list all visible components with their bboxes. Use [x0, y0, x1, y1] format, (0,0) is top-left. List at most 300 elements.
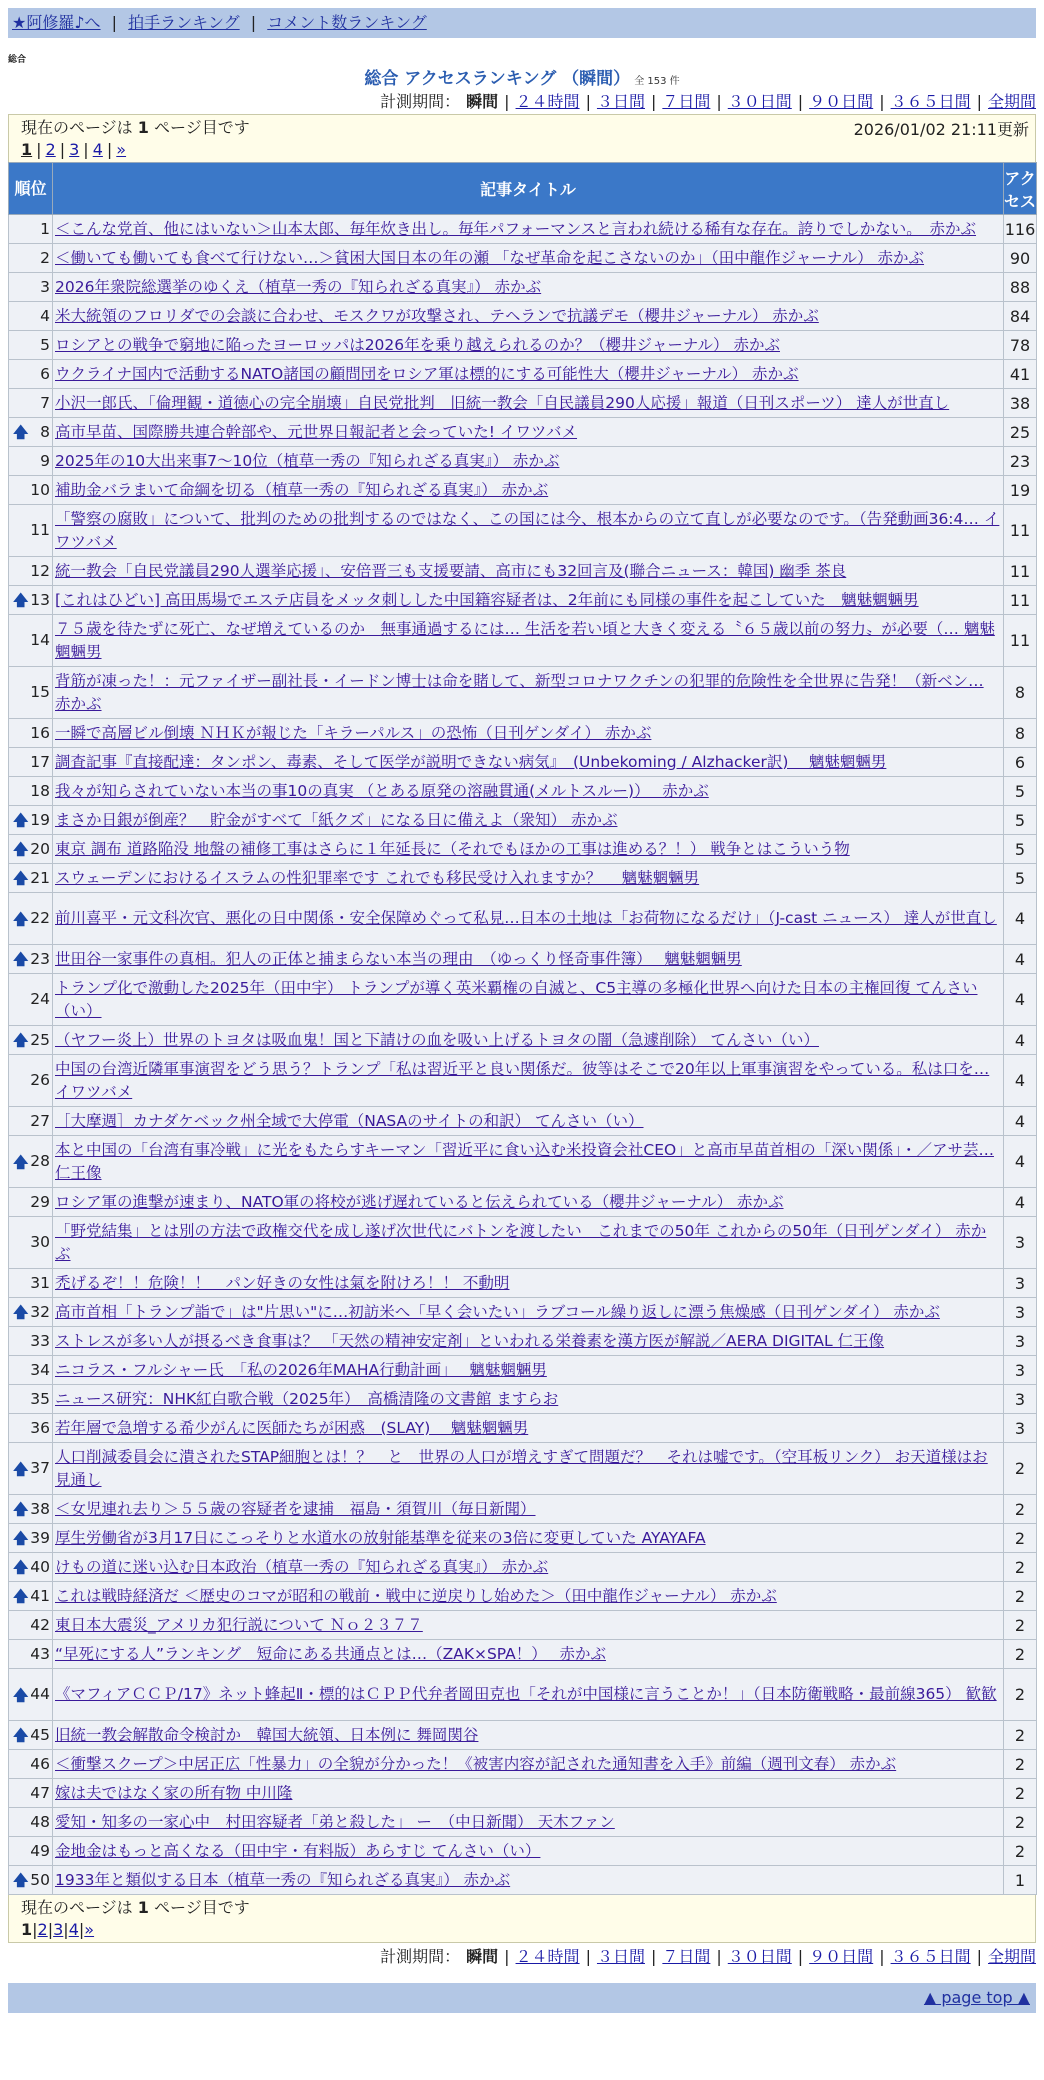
period-separator: | [797, 1947, 804, 1966]
rank-cell [9, 615, 53, 667]
page-title: 総合 アクセスランキング （瞬間） [364, 69, 631, 89]
rank-number: 23 [30, 949, 50, 968]
access-count: 8 [1004, 667, 1037, 719]
page-links-bottom [21, 1919, 1029, 1941]
table-row [9, 777, 1037, 806]
nav-separator: | [111, 13, 118, 32]
rank-cell [9, 1269, 53, 1298]
period-link[interactable]: ７日間 [662, 92, 711, 111]
title-cell [53, 1611, 1004, 1640]
article-link[interactable]: 小沢一郎氏、「倫理観・道徳心の完全崩壊」自民党批判 旧統一教会「自民議員290人応援」報道（日刊スポーツ） 達人が世直し [55, 393, 950, 412]
rank-cell [9, 945, 53, 974]
article-link[interactable]: 高市早苗、国際勝共連合幹部や、元世界日報記者と会っていた! イワツバメ [55, 422, 578, 441]
period-separator: | [716, 92, 722, 111]
table-row [9, 615, 1037, 667]
table-row [9, 864, 1037, 893]
access-count: 3 [1004, 1217, 1037, 1269]
period-separator: | [650, 92, 657, 111]
title-cell [53, 586, 1004, 615]
rank-cell [9, 1582, 53, 1611]
table-row [9, 1356, 1037, 1385]
access-count: 11 [1004, 586, 1037, 615]
title-cell [53, 1327, 1004, 1356]
rank-cell [9, 1779, 53, 1808]
article-link[interactable]: スウェーデンにおけるイスラムの性犯罪率です これでも移民受け入れますか？ 魑魅魍魎男 [55, 868, 700, 887]
title-cell [53, 447, 1004, 476]
access-count: 3 [1004, 1269, 1037, 1298]
article-link[interactable]: 我々が知らされていない本当の事10の真実 （とある原発の溶融貫通(メルトスルー)） 赤かぶ [55, 781, 709, 800]
access-count: 2 [1004, 1582, 1037, 1611]
period-separator: | [879, 92, 885, 111]
article-link[interactable]: 2026年衆院総選挙のゆくえ（植草一秀の『知られざる真実』） 赤かぶ [55, 277, 542, 296]
title-cell [53, 273, 1004, 302]
title-cell [53, 777, 1004, 806]
rank-number: 11 [30, 521, 50, 539]
next-page-link[interactable]: » [84, 1920, 95, 1939]
period-separator: | [585, 1947, 591, 1966]
title-cell [53, 1443, 1004, 1495]
rank-number: 6 [40, 364, 50, 383]
period-link[interactable]: ３日間 [596, 1947, 645, 1966]
table-row [9, 1640, 1037, 1669]
up-arrow-icon: 🡅 [13, 1500, 29, 1518]
article-link[interactable]: ウクライナ国内で活動するNATO諸国の顧問団をロシア軍は標的にする可能性大（櫻井ジャーナル） 赤かぶ [55, 364, 799, 383]
rank-cell [9, 331, 53, 360]
title-cell [53, 215, 1004, 244]
page-link-current: 1 [21, 140, 33, 159]
rank-cell [9, 1866, 53, 1895]
rank-number: 49 [30, 1841, 50, 1860]
up-arrow-icon: 🡅 [13, 591, 29, 609]
article-link[interactable]: [これはひどい] 高田馬場でエステ店員をメッタ刺しした中国籍容疑者は、2年前にも同様の事件を起こしていた 魑魅魍魎男 [55, 590, 919, 609]
period-link[interactable]: ３０日間 [727, 92, 792, 111]
title-cell [53, 389, 1004, 418]
current-page: 1 [137, 118, 149, 137]
article-link[interactable]: 人口削減委員会に潰されたSTAP細胞とは！？ と 世界の人口が増えすぎて問題だ？ それは嘘です。（空耳板リンク） お天道様はお見通し [55, 1447, 988, 1489]
title-cell [53, 615, 1004, 667]
access-count: 4 [1004, 974, 1037, 1026]
title-cell [53, 1837, 1004, 1866]
article-link[interactable]: ニュース研究：NHK紅白歌合戦（2025年） 高橋清隆の文書館 ますらお [55, 1389, 559, 1408]
article-link[interactable]: ストレスが多い人が摂るべき食事は？ 「天然の精神安定剤」といわれる栄養素を漢方医が解説／AERA DIGITAL 仁王像 [55, 1331, 885, 1350]
access-count: 2 [1004, 1640, 1037, 1669]
rank-cell [9, 1808, 53, 1837]
up-arrow-icon: 🡅 [13, 909, 29, 928]
rank-cell [9, 864, 53, 893]
period-separator: | [879, 1947, 885, 1966]
rank-number: 14 [30, 631, 50, 649]
article-link[interactable]: ロシアとの戦争で窮地に陥ったヨーロッパは2026年を乗り越えられるのか？（櫻井ジャーナル） 赤かぶ [55, 335, 780, 354]
rank-number: 22 [30, 909, 50, 927]
rank-number: 32 [30, 1302, 50, 1321]
rank-number: 35 [30, 1389, 50, 1408]
period-link[interactable]: ９０日間 [809, 92, 874, 111]
page [8, 8, 1036, 2013]
table-row [9, 1188, 1037, 1217]
up-arrow-icon: 🡅 [13, 1152, 29, 1171]
table-row [9, 835, 1037, 864]
page-suffix: ページ目です [154, 1898, 250, 1917]
rank-cell [9, 1640, 53, 1669]
article-link[interactable]: 中国の台湾近隣軍事演習をどう思う？トランプ「私は習近平と良い関係だ。彼等はそこで20年以上軍事演習をやっている。私は口を… イワツバメ [55, 1059, 990, 1101]
article-link[interactable]: 嫁は夫ではなく家の所有物 中川隆 [55, 1783, 293, 1802]
rank-cell [9, 302, 53, 331]
table-row [9, 1779, 1037, 1808]
up-arrow-icon: 🡅 [13, 1871, 29, 1889]
article-link[interactable]: 若年層で急増する希少がんに医師たちが困惑 (SLAY) 魑魅魍魎男 [55, 1418, 529, 1437]
page-link[interactable]: 3 [53, 1920, 64, 1939]
up-arrow-icon: 🡅 [13, 1529, 29, 1547]
article-link[interactable]: “早死にする人”ランキング 短命にある共通点とは…（ZAK×SPA！） 赤かぶ [55, 1644, 606, 1663]
rank-cell [9, 447, 53, 476]
access-count: 3 [1004, 1298, 1037, 1327]
rank-cell [9, 1443, 53, 1495]
page-prefix: 現在のページは [21, 1898, 133, 1917]
period-link[interactable]: ３６５日間 [890, 92, 971, 111]
table-row [9, 1385, 1037, 1414]
access-count: 3 [1004, 1356, 1037, 1385]
article-link[interactable]: （ヤフー炎上）世界のトヨタは吸血鬼！国と下請けの血を吸い上げるトヨタの闇（急遽削除） てんさい（い） [55, 1030, 819, 1049]
rank-cell [9, 748, 53, 777]
access-count: 23 [1004, 447, 1037, 476]
rank-number: 24 [30, 990, 50, 1008]
article-link[interactable]: けもの道に迷い込む日本政治（植草一秀の『知られざる真実』） 赤かぶ [55, 1557, 549, 1576]
access-count: 2 [1004, 1837, 1037, 1866]
article-link[interactable]: 禿げるぞ！！危険！！ パン好きの女性は氣を附けろ！！ 不動明 [55, 1273, 510, 1292]
table-row [9, 302, 1037, 331]
article-link[interactable]: 世田谷一家事件の真相。犯人の正体と捕まらない本当の理由 （ゆっくり怪奇事件簿） 魑魅魍魎男 [55, 949, 742, 968]
period-selector-bottom [8, 1945, 1036, 1969]
title-cell [53, 1136, 1004, 1188]
table-row [9, 1750, 1037, 1779]
page-suffix: ページ目です [154, 118, 250, 137]
title-cell [53, 331, 1004, 360]
title-header: 記事タイトル [53, 163, 1004, 215]
table-row [9, 360, 1037, 389]
table-row [9, 1866, 1037, 1895]
article-link[interactable]: 一瞬で高層ビル倒壊 ＮＨＫが報じた「キラーパルス」の恐怖（日刊ゲンダイ） 赤かぶ [55, 723, 652, 742]
title-cell [53, 719, 1004, 748]
access-count: 5 [1004, 777, 1037, 806]
article-link[interactable]: 高市首相「トランプ詣で」は"片思い"に…初訪米へ「早く会いたい」ラブコール繰り返しに漂う焦燥感（日刊ゲンダイ） 赤かぶ [55, 1302, 940, 1321]
rank-number: 16 [30, 723, 50, 742]
rank-number: 26 [30, 1071, 50, 1089]
table-row [9, 389, 1037, 418]
access-count: 2 [1004, 1750, 1037, 1779]
rank-number: 47 [30, 1783, 50, 1802]
rank-cell [9, 360, 53, 389]
rank-number: 33 [30, 1331, 50, 1350]
page-separator: | [78, 1920, 85, 1939]
table-row [9, 447, 1037, 476]
article-link[interactable]: ７５歳を待たずに死亡、なぜ増えているのか 無事通過するには… 生活を若い頃と大きく変える〝６５歳以前の努力〟が必要（… 魑魅魍魎男 [55, 619, 995, 661]
ranking-table [8, 162, 1037, 1895]
title-cell [53, 1640, 1004, 1669]
table-row [9, 1582, 1037, 1611]
title-cell [53, 1524, 1004, 1553]
access-count: 11 [1004, 615, 1037, 667]
title-cell [53, 1026, 1004, 1055]
rank-number: 2 [40, 248, 50, 267]
access-count: 11 [1004, 557, 1037, 586]
article-link[interactable]: トランプ化で激動した2025年（田中宇） トランプが導く英米覇権の自滅と、C5主導の多極化世界へ向けた日本の主権回復 てんさい（い） [55, 978, 978, 1020]
article-link[interactable]: ＜衝撃スクープ＞中居正広「性暴力」の全貌が分かった！《被害内容が記された通知書を入手》前編（週刊文春） 赤かぶ [55, 1754, 897, 1773]
access-count: 90 [1004, 244, 1037, 273]
rank-cell [9, 557, 53, 586]
access-count: 5 [1004, 864, 1037, 893]
page-link[interactable]: 4 [92, 140, 103, 159]
up-arrow-icon: 🡅 [13, 1459, 29, 1478]
access-count: 41 [1004, 360, 1037, 389]
rank-number: 13 [30, 590, 50, 609]
table-row [9, 1553, 1037, 1582]
access-count: 116 [1004, 215, 1037, 244]
period-link[interactable]: ２４時間 [515, 92, 580, 111]
rank-number: 12 [30, 561, 50, 580]
pagination-top [8, 114, 1036, 162]
rank-number: 4 [40, 306, 50, 325]
rank-cell [9, 1107, 53, 1136]
pagination-bottom [8, 1895, 1036, 1943]
article-link[interactable]: 背筋が凍った！：元ファイザー副社長・イードン博士は命を賭して、新型コロナワクチンの犯罪的危険性を全世界に告発！（新ベン… 赤かぶ [55, 671, 984, 713]
top-nav [8, 8, 1036, 38]
article-link[interactable]: ＜女児連れ去り＞５５歳の容疑者を逮捕 福島・須賀川（毎日新聞） [55, 1499, 536, 1518]
page-links [21, 139, 1029, 161]
table-row [9, 1808, 1037, 1837]
period-link[interactable]: ３６５日間 [890, 1947, 971, 1966]
title-cell [53, 1721, 1004, 1750]
title-cell [53, 1107, 1004, 1136]
rank-cell [9, 1055, 53, 1107]
title-cell [53, 893, 1004, 945]
title-cell [53, 1188, 1004, 1217]
title-cell [53, 835, 1004, 864]
page-separator: | [106, 140, 113, 159]
rank-cell [9, 893, 53, 945]
table-row [9, 1495, 1037, 1524]
title-cell [53, 1356, 1004, 1385]
page-link[interactable]: 3 [69, 140, 80, 159]
title-cell [53, 1055, 1004, 1107]
up-arrow-icon: 🡅 [13, 840, 29, 858]
article-link[interactable]: 旧統一教会解散命令検討か 韓国大統領、日本例に 舞岡関谷 [55, 1725, 479, 1744]
clap-ranking-link[interactable]: 拍手ランキング [128, 13, 240, 32]
article-link[interactable]: 米大統領のフロリダでの会談に合わせ、モスクワが攻撃され、テヘランで抗議デモ（櫻井ジャーナル） 赤かぶ [55, 306, 819, 325]
page-separator: | [83, 140, 89, 159]
rank-header: 順位 [9, 163, 53, 215]
rank-cell [9, 1414, 53, 1443]
period-link[interactable]: 全期間 [987, 1947, 1036, 1966]
article-link[interactable]: まさか日銀が倒産？ 貯金がすべて「紙クズ」になる日に備えよ（衆知） 赤かぶ [55, 810, 618, 829]
page-link[interactable]: 2 [45, 140, 56, 159]
article-link[interactable]: 東京 調布 道路陥没 地盤の補修工事はさらに１年延長に（それでもほかの工事は進める？！） 戦争とはこういう物 [55, 839, 850, 858]
article-link[interactable]: 「野党結集」とは別の方法で政権交代を成し遂げ次世代にバトンを渡したい これまでの50年 これからの50年（日刊ゲンダイ） 赤かぶ [55, 1221, 987, 1263]
article-link[interactable]: ＜働いても働いても食べて行けない…＞貧困大国日本の年の瀬 「なぜ革命を起こさないのか」（田中龍作ジャーナル） 赤かぶ [55, 248, 925, 267]
rank-number: 46 [30, 1754, 50, 1773]
rank-number: 34 [30, 1360, 50, 1379]
rank-cell [9, 505, 53, 557]
rank-number: 43 [30, 1644, 50, 1663]
rank-cell [9, 1327, 53, 1356]
rank-number: 7 [40, 393, 50, 412]
next-page-link[interactable]: » [116, 140, 127, 159]
table-row [9, 1611, 1037, 1640]
up-arrow-icon: 🡅 [13, 869, 29, 887]
article-link[interactable]: 東日本大震災_アメリカ犯行説について Ｎｏ２３７７ [55, 1615, 423, 1634]
page-info-bottom [21, 1897, 1029, 1919]
table-row [9, 476, 1037, 505]
table-row [9, 418, 1037, 447]
rank-number: 41 [30, 1586, 50, 1605]
rank-number: 9 [40, 451, 50, 470]
article-link[interactable]: 1933年と類似する日本（植草一秀の『知られざる真実』） 赤かぶ [55, 1870, 511, 1889]
access-count: 4 [1004, 1136, 1037, 1188]
period-link[interactable]: ２４時間 [515, 1947, 580, 1966]
period-link[interactable]: 全期間 [987, 92, 1036, 111]
page-link-current: 1 [21, 1920, 33, 1939]
title-cell [53, 1779, 1004, 1808]
access-count: 5 [1004, 835, 1037, 864]
title-cell [53, 1414, 1004, 1443]
table-row [9, 1524, 1037, 1553]
period-label: 計測期間： [380, 92, 461, 111]
title-cell [53, 1808, 1004, 1837]
comment-ranking-link[interactable]: コメント数ランキング [267, 13, 427, 32]
period-link[interactable]: ７日間 [662, 1947, 711, 1966]
up-arrow-icon: 🡅 [13, 1726, 29, 1744]
page-link[interactable]: 4 [68, 1920, 79, 1939]
article-link[interactable]: ［大摩週］カナダケベック州全域で大停電（NASAのサイトの和訳） てんさい（い） [55, 1111, 644, 1130]
title-cell [53, 557, 1004, 586]
rank-number: 3 [40, 277, 50, 296]
access-count: 4 [1004, 1055, 1037, 1107]
access-count: 5 [1004, 806, 1037, 835]
title-cell [53, 1385, 1004, 1414]
period-separator: | [797, 92, 804, 111]
rank-cell [9, 1026, 53, 1055]
article-link[interactable]: 《マフィアＣＣＰ/17》ネット蜂起Ⅱ・標的はＣＰＰ代弁者岡田克也「それが中国様に言うことか！」（日本防衛戦略・最前線365） 歓歓 [55, 1685, 997, 1703]
period-separator: | [585, 92, 591, 111]
nav-separator: | [250, 13, 257, 32]
article-link[interactable]: 前川喜平・元文科次官、悪化の日中関係・安全保障めぐって私見…日本の土地は「お荷物になるだけ」（J-cast ニュース） 達人が世直し [55, 909, 997, 927]
rank-number: 39 [30, 1528, 50, 1547]
article-link[interactable]: 調査記事『直接配達：タンポン、毒素、そして医学が説明できない病気』 (Unbekoming / Alzhacker訳) 魑魅魍魎男 [55, 752, 887, 771]
rank-number: 19 [30, 810, 50, 829]
title-cell [53, 476, 1004, 505]
title-cell [53, 1750, 1004, 1779]
item-count: 全 153 件 [634, 76, 680, 87]
article-link[interactable]: 厚生労働省が3月17日にこっそりと水道水の放射能基準を従来の3倍に変更していた AYAYAFA [55, 1528, 706, 1547]
page-link[interactable]: 2 [37, 1920, 48, 1939]
rank-number: 38 [30, 1499, 50, 1518]
rank-cell [9, 244, 53, 273]
page-separator: | [36, 140, 42, 159]
title-cell [53, 748, 1004, 777]
up-arrow-icon: 🡅 [13, 811, 29, 829]
access-count: 2 [1004, 1808, 1037, 1837]
category-label: 総合 [8, 55, 27, 65]
rank-number: 42 [30, 1615, 50, 1634]
article-link[interactable]: これは戦時経済だ ＜歴史のコマが昭和の戦前・戦中に逆戻りし始めた＞（田中龍作ジャーナル） 赤かぶ [55, 1586, 777, 1605]
rank-cell [9, 1750, 53, 1779]
rank-number: 8 [40, 422, 50, 441]
access-count: 38 [1004, 389, 1037, 418]
rank-number: 10 [30, 480, 50, 499]
rank-cell [9, 1188, 53, 1217]
title-cell [53, 1866, 1004, 1895]
table-row [9, 505, 1037, 557]
article-link[interactable]: 統一教会「自民党議員290人選挙応援」、安倍晋三も支援要請、高市にも32回言及(聯合ニュース：韓国) 幽季 茶良 [55, 561, 847, 580]
period-link[interactable]: ３日間 [596, 92, 645, 111]
access-count: 4 [1004, 1107, 1037, 1136]
table-row [9, 1443, 1037, 1495]
rank-cell [9, 1721, 53, 1750]
title-cell [53, 1582, 1004, 1611]
access-count: 2 [1004, 1495, 1037, 1524]
table-row [9, 273, 1037, 302]
page-top-link[interactable]: ▲ page top ▲ [923, 1988, 1030, 2007]
table-row [9, 1136, 1037, 1188]
access-count: 2 [1004, 1779, 1037, 1808]
table-row [9, 806, 1037, 835]
access-count: 2 [1004, 1721, 1037, 1750]
rank-cell [9, 1356, 53, 1385]
article-link[interactable]: 補助金バラまいて命綱を切る（植草一秀の『知られざる真実』） 赤かぶ [55, 480, 549, 499]
rank-cell [9, 667, 53, 719]
rank-cell [9, 1524, 53, 1553]
access-count: 4 [1004, 1188, 1037, 1217]
period-link[interactable]: ９０日間 [809, 1947, 874, 1966]
article-link[interactable]: 金地金はもっと高くなる（田中宇・有料版）あらすじ てんさい（い） [55, 1841, 541, 1860]
article-link[interactable]: 愛知・知多の一家心中 村田容疑者「弟と殺した」 ー （中日新聞） 天木ファン [55, 1812, 615, 1831]
rank-number: 48 [30, 1812, 50, 1831]
period-link[interactable]: ３０日間 [727, 1947, 792, 1966]
access-count: 8 [1004, 719, 1037, 748]
rank-number: 21 [30, 868, 50, 887]
rank-number: 44 [30, 1685, 50, 1703]
rank-cell [9, 1136, 53, 1188]
rank-cell [9, 418, 53, 447]
article-link[interactable]: ニコラス・フルシャー氏 「私の2026年MAHA行動計画」 魑魅魍魎男 [55, 1360, 547, 1379]
period-separator: | [504, 92, 510, 111]
rank-cell [9, 1611, 53, 1640]
table-row [9, 1026, 1037, 1055]
up-arrow-icon: 🡅 [13, 1685, 29, 1704]
updated-time: 2026/01/02 21:11更新 [853, 120, 1029, 139]
article-link[interactable]: 「警察の腐敗」について、批判のための批判するのではなく、この国には今、根本からの立て直しが必要なのです。（告発動画36:4… イワツバメ [55, 509, 1000, 551]
access-count: 4 [1004, 893, 1037, 945]
access-count: 88 [1004, 273, 1037, 302]
page-separator: | [63, 1920, 69, 1939]
rank-number: 1 [40, 219, 50, 238]
article-link[interactable]: ロシア軍の進撃が速まり、NATO軍の将校が逃げ遅れていると伝えられている（櫻井ジャーナル） 赤かぶ [55, 1192, 784, 1211]
period-separator: | [716, 1947, 722, 1966]
rank-cell [9, 476, 53, 505]
rank-number: 28 [30, 1152, 50, 1170]
table-row [9, 244, 1037, 273]
home-link[interactable]: ★阿修羅♪へ [12, 13, 101, 32]
rank-number: 18 [30, 781, 50, 800]
article-link[interactable]: 2025年の10大出来事7～10位（植草一秀の『知られざる真実』） 赤かぶ [55, 451, 560, 470]
rank-number: 36 [30, 1418, 50, 1437]
article-link[interactable]: ＜こんな党首、他にはいない＞山本太郎、毎年炊き出し。毎年パフォーマンスと言われ続ける稀有な存在。誇りでしかない。 赤かぶ [55, 219, 977, 238]
up-arrow-icon: 🡅 [13, 1587, 29, 1605]
table-row [9, 945, 1037, 974]
title-cell [53, 302, 1004, 331]
rank-cell [9, 835, 53, 864]
page-separator: | [32, 1920, 38, 1939]
article-link[interactable]: 本と中国の「台湾有事冷戦」に光をもたらすキーマン「習近平に食い込む米投資会社CEO」と高市早苗首相の「深い関係」・／アサ芸… 仁王像 [55, 1140, 994, 1182]
